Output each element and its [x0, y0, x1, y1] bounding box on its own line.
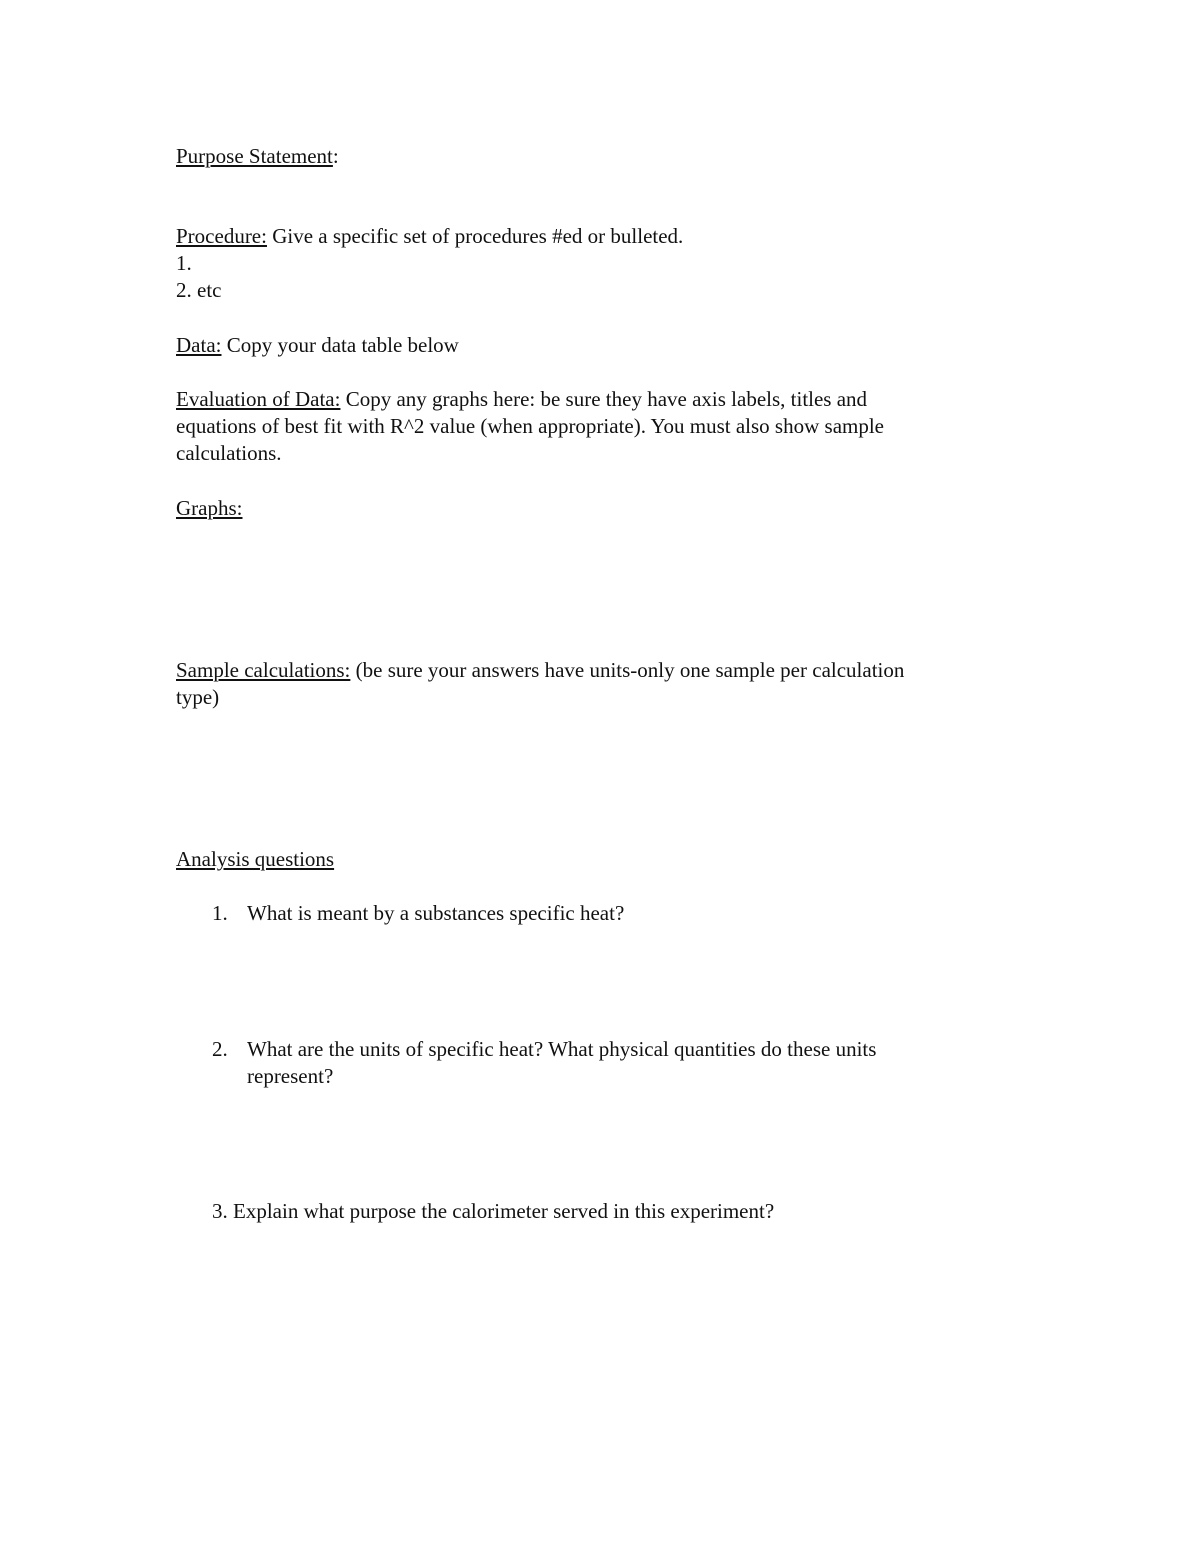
graphs-heading: Graphs:	[176, 496, 243, 520]
analysis-question	[212, 1198, 1002, 1225]
question-number: 2.	[212, 1037, 228, 1061]
analysis-section	[176, 846, 1006, 873]
data-heading: Data:	[176, 333, 222, 357]
question-text: What are the units of specific heat? What physical quantities do these units	[247, 1037, 877, 1061]
graphs-section	[176, 495, 1006, 522]
evaluation-instructions-line3: calculations.	[176, 441, 282, 465]
question-text-continued: represent?	[247, 1064, 334, 1088]
evaluation-instructions-line2: equations of best fit with R^2 value (when appropriate). You must also show sample	[176, 414, 885, 438]
data-instructions: Copy your data table below	[221, 333, 459, 357]
procedure-heading: Procedure:	[176, 224, 267, 248]
procedure-item: 2. etc	[176, 278, 222, 302]
analysis-heading: Analysis questions	[176, 847, 335, 871]
procedure-item: 1.	[176, 251, 192, 275]
question-text: What is meant by a substances specific heat?	[247, 901, 625, 925]
data-section	[176, 332, 1006, 359]
evaluation-heading: Evaluation of Data:	[176, 387, 341, 411]
evaluation-section	[176, 386, 1006, 467]
analysis-question	[212, 1036, 1002, 1090]
question-number: 1.	[212, 901, 228, 925]
analysis-question	[212, 900, 1002, 927]
procedure-section	[176, 223, 1006, 304]
sample-calculations-section	[176, 657, 1006, 711]
sample-calculations-instructions-line2: type)	[176, 685, 220, 709]
procedure-instructions: Give a specific set of procedures #ed or bulleted.	[266, 224, 684, 248]
evaluation-instructions-line1: Copy any graphs here: be sure they have axis labels, titles and	[340, 387, 868, 411]
purpose-statement-colon: :	[332, 144, 339, 168]
question-text: 3. Explain what purpose the calorimeter served in this experiment?	[212, 1199, 775, 1223]
purpose-statement-heading: Purpose Statement	[176, 144, 333, 168]
sample-calculations-heading: Sample calculations:	[176, 658, 351, 682]
sample-calculations-instructions-line1: (be sure your answers have units-only one sample per calculation	[350, 658, 905, 682]
purpose-statement-section	[176, 143, 1006, 170]
